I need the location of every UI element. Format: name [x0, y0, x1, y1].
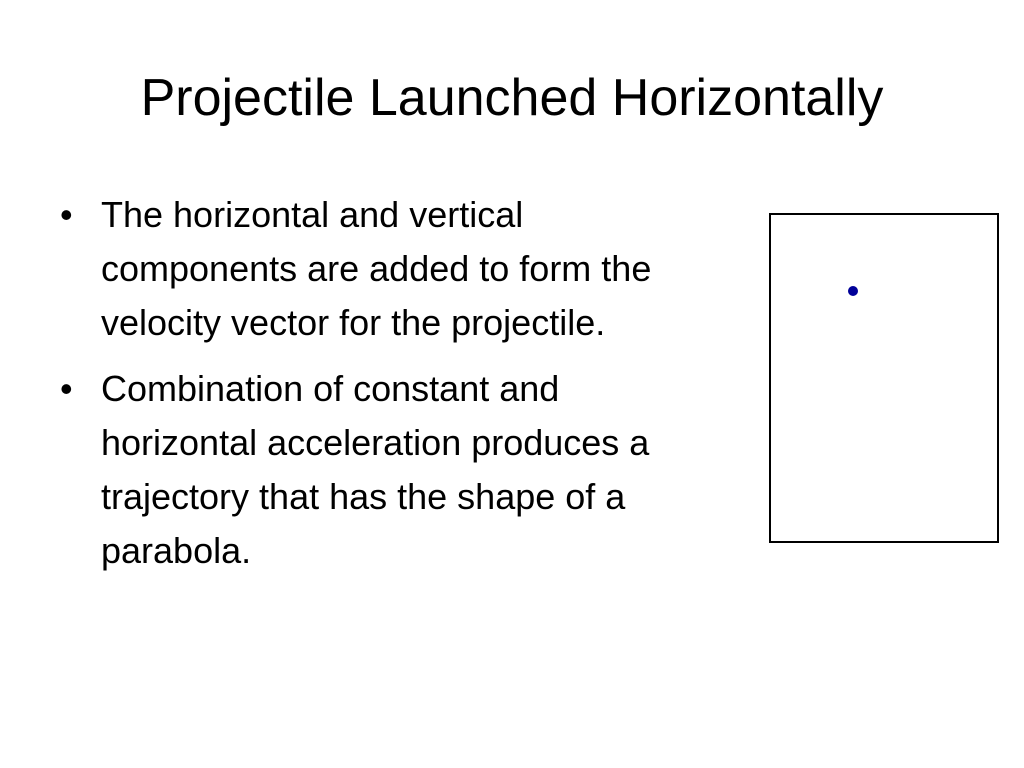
bullet-text: Combination of constant and horizontal acceleration produces a trajectory that has the shape of a parabola. [101, 368, 650, 571]
slide-title: Projectile Launched Horizontally [140, 69, 884, 127]
bullet-text: The horizontal and vertical components are added to form the velocity vector for the projectile. [101, 194, 652, 343]
projectile-dot [848, 286, 858, 296]
bullet-icon: • [60, 194, 73, 235]
bullet-item [60, 362, 700, 578]
bullet-icon: • [60, 368, 73, 409]
bullet-list [60, 188, 700, 590]
projectile-animation-frame [769, 213, 999, 543]
bullet-item [60, 188, 700, 350]
